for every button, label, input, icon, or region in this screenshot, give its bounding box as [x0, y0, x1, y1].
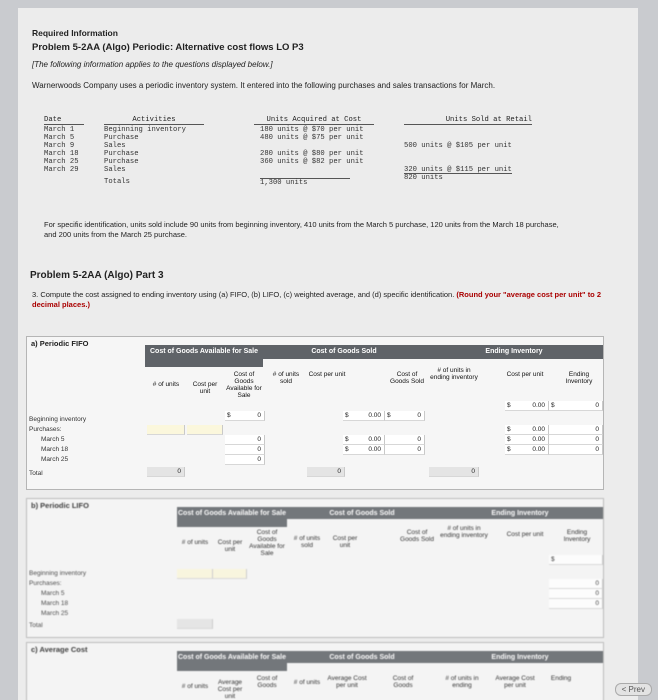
col-cost-per-unit: Cost per unit [332, 535, 358, 549]
row-march-25: March 25 [41, 456, 69, 463]
col-cogas: Cost of Goods Available for Sale [226, 371, 262, 399]
acquired-cell: 280 units @ $80 per unit [260, 150, 364, 158]
cogs-beginning[interactable] [385, 411, 425, 421]
avg-band-available: Cost of Goods Available for Sale [177, 651, 287, 671]
sold-cell: 500 units @ $105 per unit [404, 142, 512, 150]
fifo-band-sold: Cost of Goods Sold [263, 345, 425, 359]
col-ending: Ending Inventory [565, 371, 593, 385]
cell-value: 0.00 [368, 446, 381, 453]
cell-value: 0.00 [532, 402, 545, 409]
row-total: Total [29, 470, 43, 477]
info-note: [The following information applies to the questions displayed below.] [32, 60, 273, 69]
fifo-band-available: Cost of Goods Available for Sale [145, 345, 263, 367]
col-units-sold: # of units sold [272, 371, 300, 385]
lifo-band-ending: Ending Inventory [437, 507, 603, 519]
cell-value: 0.00 [368, 412, 381, 419]
activity-cell: Purchase [104, 134, 139, 142]
total-units-ending[interactable] [429, 467, 479, 477]
date-cell: March 18 [44, 150, 79, 158]
row-march-25: March 25 [41, 610, 69, 617]
ending-cost-march-25[interactable] [505, 445, 549, 455]
dollar-sign: $ [507, 436, 511, 443]
total-acquired: 1,300 units [260, 178, 350, 186]
row-march-18: March 18 [41, 446, 69, 453]
cost-input[interactable] [213, 569, 247, 579]
fifo-label: a) Periodic FIFO [31, 339, 89, 348]
document-page [18, 8, 638, 700]
col-cost-per-unit: Cost per unit [192, 381, 218, 395]
cell-value: 0 [595, 600, 599, 607]
cell-value: 0 [417, 436, 421, 443]
ending-march-25[interactable] [549, 599, 603, 609]
intro-text: Warnerwoods Company uses a periodic inventory system. It entered into the following purchases and sales transactions for March. [32, 81, 496, 90]
avg-band-sold: Cost of Goods Sold [287, 651, 437, 663]
ending-march-5[interactable] [549, 579, 603, 589]
lifo-band-available: Cost of Goods Available for Sale [177, 507, 287, 527]
problem-title: Problem 5-2AA (Algo) Periodic: Alternative cost flows LO P3 [32, 42, 304, 53]
activity-cell: Sales [104, 166, 126, 174]
ending-inventory-value[interactable] [549, 555, 603, 565]
cell-value: 0 [595, 402, 599, 409]
cogs-march-5[interactable] [385, 435, 425, 445]
cogs-cost-march-18[interactable] [343, 445, 385, 455]
question-3 [32, 290, 602, 310]
ending-cost-per-unit[interactable] [505, 401, 549, 411]
cell-value: 0 [595, 580, 599, 587]
ending-cost-march-18[interactable] [505, 435, 549, 445]
cell-value: 0 [417, 412, 421, 419]
cogas-march-18[interactable] [225, 445, 265, 455]
question-3-text: 3. Compute the cost assigned to ending inventory using (a) FIFO, (b) LIFO, (c) weighted average, and (d) specific identification. [32, 290, 455, 299]
cell-value: 0 [257, 446, 261, 453]
col-ending: Ending Inventory [563, 529, 591, 543]
cogs-cost-march-5[interactable] [343, 435, 385, 445]
col-units: # of units [181, 683, 209, 690]
row-purchases: Purchases: [29, 426, 62, 433]
part3-title: Problem 5-2AA (Algo) Part 3 [30, 270, 164, 281]
col-cogs: Cost of Goods Sold [400, 529, 434, 543]
fifo-band-ending: Ending Inventory [425, 345, 603, 359]
cogas-march-25[interactable] [225, 455, 265, 465]
cell-value: 0.00 [532, 436, 545, 443]
row-beginning-inventory: Beginning inventory [29, 570, 87, 577]
specific-identification-note: For specific identification, units sold include 90 units from beginning inventory, 410 units from the March 5 purchase, 120 units from the March 18 purchase, and 200 units from the March 25 purchase. [44, 220, 559, 239]
ending-march-25[interactable] [549, 445, 603, 455]
totals-label: Totals [104, 178, 130, 186]
date-cell: March 29 [44, 166, 79, 174]
lifo-section [26, 498, 604, 638]
acquired-cell: 360 units @ $82 per unit [260, 158, 364, 166]
dollar-sign: $ [345, 412, 349, 419]
dollar-sign: $ [345, 436, 349, 443]
activity-cell: Purchase [104, 150, 139, 158]
cell-value: 0 [257, 412, 261, 419]
lifo-band-sold: Cost of Goods Sold [287, 507, 437, 519]
fifo-section [26, 336, 604, 490]
col-cogs: Cost of Goods Sold [390, 371, 424, 385]
cell-value: 0 [177, 468, 181, 475]
header-units-sold: Units Sold at Retail [404, 116, 532, 125]
cell-value: 0 [337, 468, 341, 475]
header-date: Date [44, 116, 84, 125]
total-units[interactable] [177, 619, 213, 629]
cogas-march-5[interactable] [225, 435, 265, 445]
col-average-cost: Average Cost per unit [495, 675, 535, 689]
lifo-label: b) Periodic LIFO [31, 501, 89, 510]
cell-value: 0 [417, 446, 421, 453]
row-purchases: Purchases: [29, 580, 62, 587]
col-cost-per-unit: Cost per unit [308, 371, 346, 378]
dollar-sign: $ [507, 446, 511, 453]
cogs-march-18[interactable] [385, 445, 425, 455]
dollar-sign: $ [507, 426, 511, 433]
cell-value: 0.00 [368, 436, 381, 443]
total-units[interactable] [147, 467, 185, 477]
transactions-table [44, 116, 544, 208]
average-label: c) Average Cost [31, 645, 88, 654]
col-average-cost: Average Cost per unit [327, 675, 367, 689]
dollar-sign: $ [387, 412, 391, 419]
date-cell: March 25 [44, 158, 79, 166]
cell-value: 0 [471, 468, 475, 475]
cogas-beginning[interactable] [225, 411, 265, 421]
cost-input[interactable] [187, 425, 223, 435]
avg-band-ending: Ending Inventory [437, 651, 603, 663]
date-cell: March 5 [44, 134, 75, 142]
header-activities: Activities [104, 116, 204, 125]
activity-cell: Sales [104, 142, 126, 150]
acquired-cell: 180 units @ $70 per unit [260, 126, 364, 134]
ending-march-5[interactable] [549, 425, 603, 435]
col-units: # of units [152, 381, 180, 388]
cogs-cost-per-unit[interactable] [343, 411, 385, 421]
col-units: # of units [181, 539, 209, 546]
units-input[interactable] [147, 425, 185, 435]
cell-value: 0.00 [532, 446, 545, 453]
cell-value: 0 [595, 436, 599, 443]
ending-march-18[interactable] [549, 435, 603, 445]
cell-value: 0 [595, 446, 599, 453]
col-cogs: Cost of Goods [392, 675, 414, 689]
cell-value: 0 [595, 590, 599, 597]
sold-cell: 320 units @ $115 per unit [404, 166, 512, 174]
round-note: (Round your "average cost per unit" to 2 decimal places.) [32, 290, 602, 309]
row-total: Total [29, 622, 43, 629]
col-cogas: Cost of Goods [256, 675, 278, 689]
dollar-sign: $ [227, 412, 231, 419]
col-ending: Ending [550, 675, 572, 682]
dollar-sign: $ [551, 402, 555, 409]
cell-value: 0 [257, 456, 261, 463]
ending-inventory-value[interactable] [549, 401, 603, 411]
cell-value: 0.00 [532, 426, 545, 433]
col-average-cost: Average Cost per unit [217, 679, 243, 700]
col-cost-per-unit: Cost per unit [506, 531, 544, 538]
units-input[interactable] [177, 569, 213, 579]
col-cogas: Cost of Goods Available for Sale [249, 529, 285, 557]
row-march-5: March 5 [41, 590, 65, 597]
col-units-sold: # of units sold [293, 535, 321, 549]
col-units-sold: # of units [293, 679, 321, 686]
col-cost-per-unit: Cost per unit [217, 539, 243, 553]
cell-value: 0 [257, 436, 261, 443]
row-march-5: March 5 [41, 436, 65, 443]
prev-button[interactable]: < Prev [615, 683, 652, 696]
activity-cell: Purchase [104, 158, 139, 166]
dollar-sign: $ [507, 402, 511, 409]
date-cell: March 1 [44, 126, 75, 134]
col-cost-per-unit: Cost per unit [506, 371, 544, 378]
total-units-sold[interactable] [307, 467, 345, 477]
required-information-label: Required Information [32, 28, 118, 38]
acquired-cell: 480 units @ $75 per unit [260, 134, 364, 142]
date-cell: March 9 [44, 142, 75, 150]
cell-value: 0 [595, 426, 599, 433]
ending-cost-march-5[interactable] [505, 425, 549, 435]
header-units-acquired: Units Acquired at Cost [254, 116, 374, 125]
dollar-sign: $ [345, 446, 349, 453]
activity-cell: Beginning inventory [104, 126, 186, 134]
ending-march-18[interactable] [549, 589, 603, 599]
col-units-ending: # of units in ending [445, 675, 479, 689]
row-march-18: March 18 [41, 600, 69, 607]
row-beginning-inventory: Beginning inventory [29, 416, 87, 423]
col-units-ending: # of units in ending inventory [440, 525, 488, 539]
total-sold: 820 units [404, 174, 443, 182]
col-units-ending: # of units in ending inventory [430, 367, 478, 381]
dollar-sign: $ [551, 556, 555, 563]
average-cost-section [26, 642, 604, 700]
